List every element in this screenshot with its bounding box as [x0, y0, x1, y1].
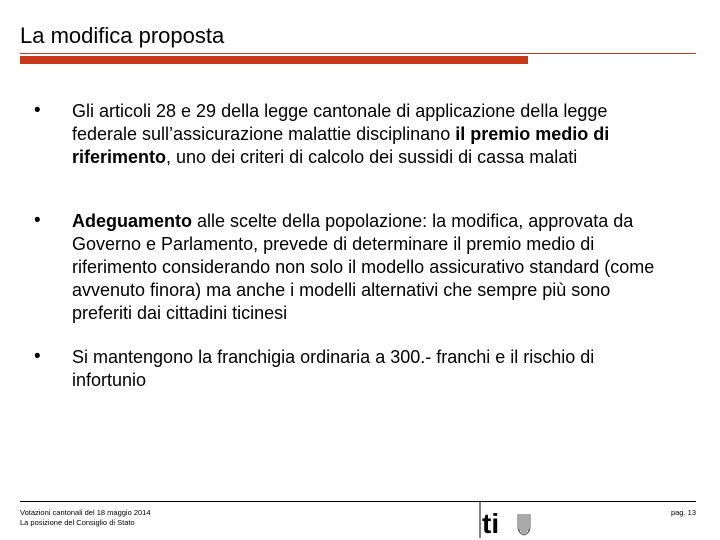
title-divider-thin — [20, 53, 696, 54]
bullet-1-text-bold: il premio medio di riferimento — [72, 124, 610, 167]
bullet-marker: • — [34, 210, 41, 231]
canton-ticino-logo — [478, 502, 534, 538]
bullet-2-text-bold: Adeguamento — [72, 211, 193, 231]
bullet-2-text-post: alle scelte della popolazione: la modifica, approvata da Governo e Parlamento, prevede di determinare il premio medio di riferimento considerando non solo il modello assicurativo standard (come avvenuto finora) ma anche i modelli alternativi che sempre più sono preferiti dai cittadini ticinesi — [72, 211, 655, 323]
slide-title: La modifica proposta — [20, 23, 225, 48]
footer-caption — [20, 508, 151, 528]
title-divider-thick — [20, 56, 528, 64]
footer-divider — [20, 501, 696, 502]
bullet-marker: • — [34, 346, 41, 367]
bullet-item-2 — [72, 210, 662, 325]
bullet-1-text-pre: Gli articoli 28 e 29 della legge cantonale di applicazione della legge federale sull’assicurazione malattie disciplinano — [72, 101, 608, 144]
ticino-shield-icon — [518, 515, 530, 535]
footer-line-1: Votazioni cantonali del 18 maggio 2014 — [20, 508, 151, 517]
bullet-1-text-post: , uno dei criteri di calcolo dei sussidi di cassa malati — [166, 147, 578, 167]
bullet-item-1 — [72, 100, 662, 169]
page-number: pag. 13 — [670, 508, 696, 517]
footer-line-2: La posizione del Consiglio di Stato — [20, 518, 135, 527]
bullet-3-text: Si mantengono la franchigia ordinaria a 300.- franchi e il rischio di infortunio — [72, 347, 595, 390]
bullet-marker: • — [34, 100, 41, 121]
bullet-item-3 — [72, 346, 662, 392]
logo-text: ti — [482, 508, 500, 538]
